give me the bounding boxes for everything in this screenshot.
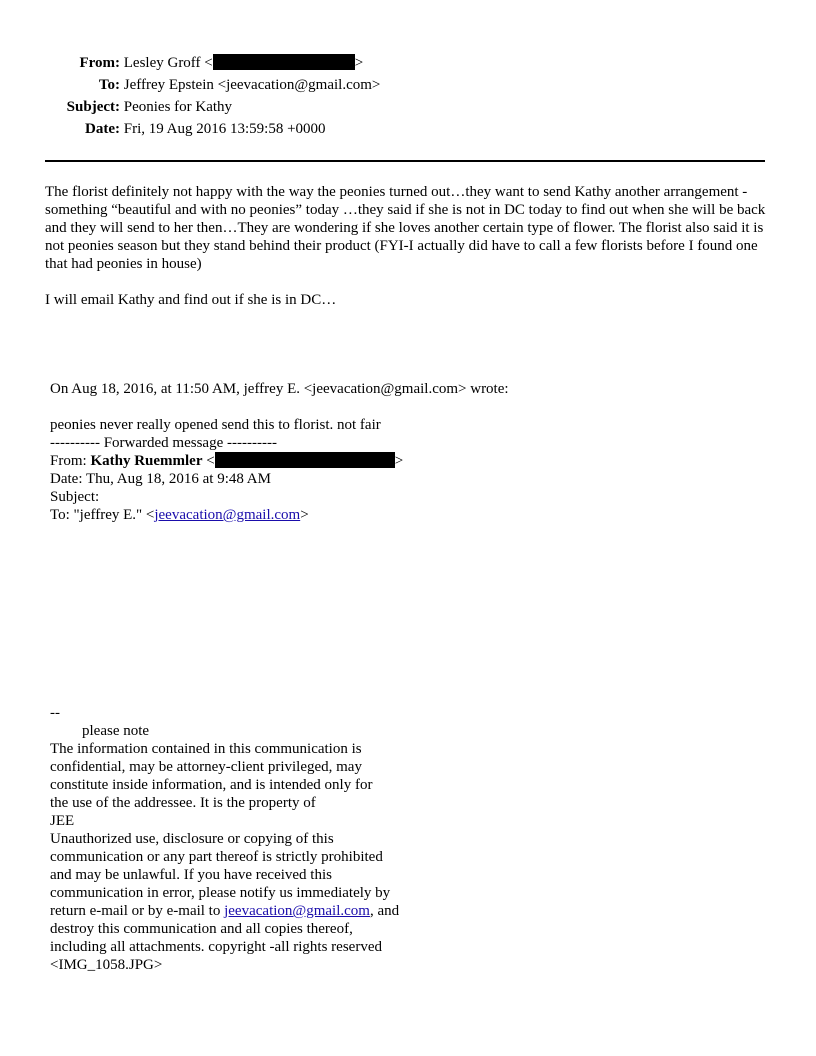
fwd-from-name: Kathy Ruemmler [90, 453, 203, 469]
header-subject-row [0, 98, 232, 116]
quoted-note-line: peonies never really opened send this to florist. not fair [50, 417, 381, 433]
disclaimer-return-line [50, 902, 399, 920]
forwarded-date-row: Date: Thu, Aug 18, 2016 at 9:48 AM [50, 471, 271, 487]
subject-label: Subject: [66, 99, 120, 115]
message-body-2 [45, 291, 767, 309]
disclaimer-line: the use of the addressee. It is the property of [50, 795, 316, 811]
return-suffix: , and [369, 903, 400, 919]
disclaimer-line: JEE [50, 813, 75, 829]
header-to-row [0, 76, 380, 94]
disclaimer-line: Unauthorized use, disclosure or copying of this [50, 831, 334, 847]
fwd-to-email-link[interactable]: jeevacation@gmail.com [154, 507, 301, 523]
from-value [124, 55, 363, 71]
disclaimer-line: confidential, may be attorney-client privileged, may [50, 759, 362, 775]
message-paragraph-1: The florist definitely not happy with the way the peonies turned out…they want to send Kathy another arrangement -something “beautiful and with no peonies” today …they said if she is not in DC today to find out when she will be back and they will send to her then…They are wondering if she loves another certain type of flower. The florist also said it is not peonies season but they stand behind their product (FYI-I actually did have to call a few florists before I found one that had peonies in house) [45, 184, 766, 272]
return-email-link[interactable]: jeevacation@gmail.com [224, 903, 370, 919]
disclaimer-line: constitute inside information, and is intended only for [50, 777, 373, 793]
disclaimer-line: The information contained in this communication is [50, 741, 362, 757]
from-name: Lesley Groff < [123, 55, 213, 71]
header-date-row [0, 120, 326, 138]
forwarded-subject-row: Subject: [50, 489, 100, 505]
signature-dashes: -- [50, 705, 60, 721]
disclaimer-line: communication in error, please notify us immediately by [50, 885, 391, 901]
header-from-row [0, 54, 363, 72]
fwd-from-open: < [202, 453, 215, 469]
fwd-to-prefix: To: "jeffrey E." < [50, 507, 155, 523]
disclaimer-line: destroy this communication and all copies thereof, [50, 921, 353, 937]
fwd-from-label: From: [50, 453, 91, 469]
from-label: From: [79, 55, 120, 71]
redaction-box [213, 54, 355, 70]
redaction-box [215, 452, 395, 468]
date-value: Fri, 19 Aug 2016 13:59:58 +0000 [123, 121, 326, 137]
message-body [45, 183, 767, 273]
attachment-name: <IMG_1058.JPG> [50, 957, 163, 973]
subject-value: Peonies for Kathy [123, 99, 233, 115]
to-value: Jeffrey Epstein <jeevacation@gmail.com> [123, 77, 381, 93]
disclaimer-line: communication or any part thereof is strictly prohibited [50, 849, 383, 865]
forwarded-separator: ---------- Forwarded message ---------- [50, 435, 277, 451]
fwd-from-close: > [394, 453, 404, 469]
forwarded-from-row [50, 452, 403, 470]
date-label: Date: [85, 121, 120, 137]
disclaimer-line: and may be unlawful. If you have received this [50, 867, 332, 883]
forwarded-to-row [50, 506, 309, 524]
disclaimer-line: including all attachments. copyright -all rights reserved [50, 939, 382, 955]
return-prefix: return e-mail or by e-mail to [50, 903, 225, 919]
fwd-to-suffix: > [300, 507, 309, 523]
message-paragraph-2: I will email Kathy and find out if she is in DC… [45, 292, 337, 308]
to-label: To: [98, 77, 120, 93]
please-note: please note [82, 723, 150, 739]
header-divider [45, 160, 765, 162]
quoted-wrote-line: On Aug 18, 2016, at 11:50 AM, jeffrey E. <jeevacation@gmail.com> wrote: [50, 381, 509, 397]
from-close: > [354, 55, 364, 71]
